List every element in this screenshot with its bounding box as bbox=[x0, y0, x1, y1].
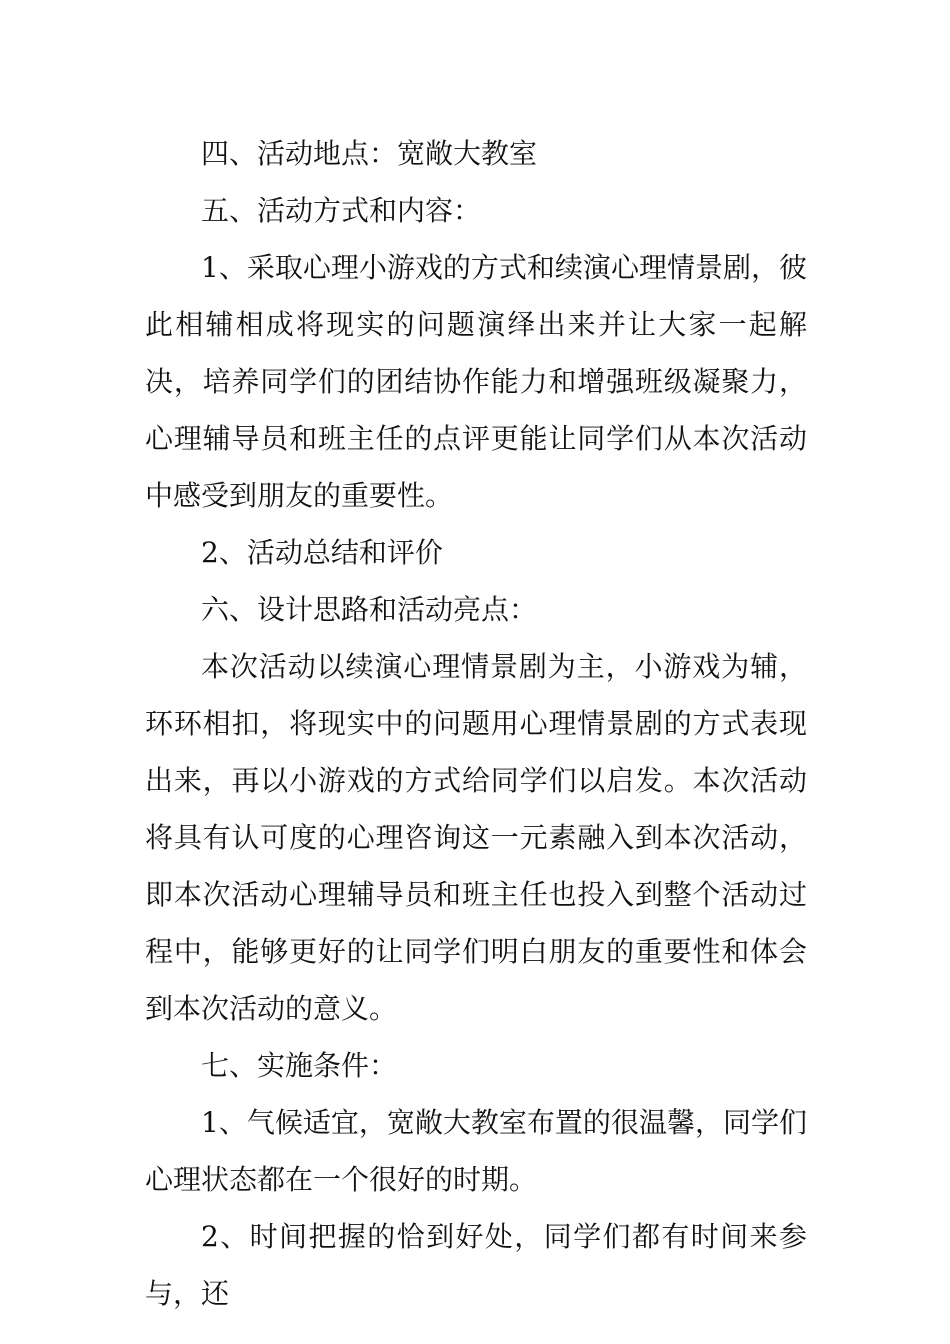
conditions-item-2: 2、时间把握的恰到好处，同学们都有时间来参与，还 bbox=[145, 1220, 807, 1310]
section-heading-location: 四、活动地点：宽敞大教室 bbox=[201, 137, 538, 170]
design-paragraph: 本次活动以续演心理情景剧为主，小游戏为辅，环环相扣，将现实中的问题用心理情景剧的方式表现出来，再以小游戏的方式给同学们以启发。本次活动将具有认可度的心理咨询这一元素融入到本次活动，即本次活动心理辅导员和班主任也投入到整个活动过程中，能够更好的让同学们明白朋友的重要性和体会到本次活动的意义。 bbox=[145, 650, 807, 1025]
section-heading-conditions: 七、实施条件： bbox=[201, 1049, 398, 1082]
section-heading-design: 六、设计思路和活动亮点： bbox=[201, 593, 538, 626]
method-item-2: 2、活动总结和评价 bbox=[201, 536, 443, 569]
document-body bbox=[145, 125, 807, 1322]
method-item-1: 1、采取心理小游戏的方式和续演心理情景剧，彼此相辅相成将现实的问题演绎出来并让大家一起解决，培养同学们的团结协作能力和增强班级凝聚力，心理辅导员和班主任的点评更能让同学们从本次活动中感受到朋友的重要性。 bbox=[145, 251, 807, 512]
section-heading-method: 五、活动方式和内容： bbox=[201, 194, 482, 227]
conditions-item-1: 1、气候适宜，宽敞大教室布置的很温馨，同学们心理状态都在一个很好的时期。 bbox=[145, 1106, 807, 1196]
